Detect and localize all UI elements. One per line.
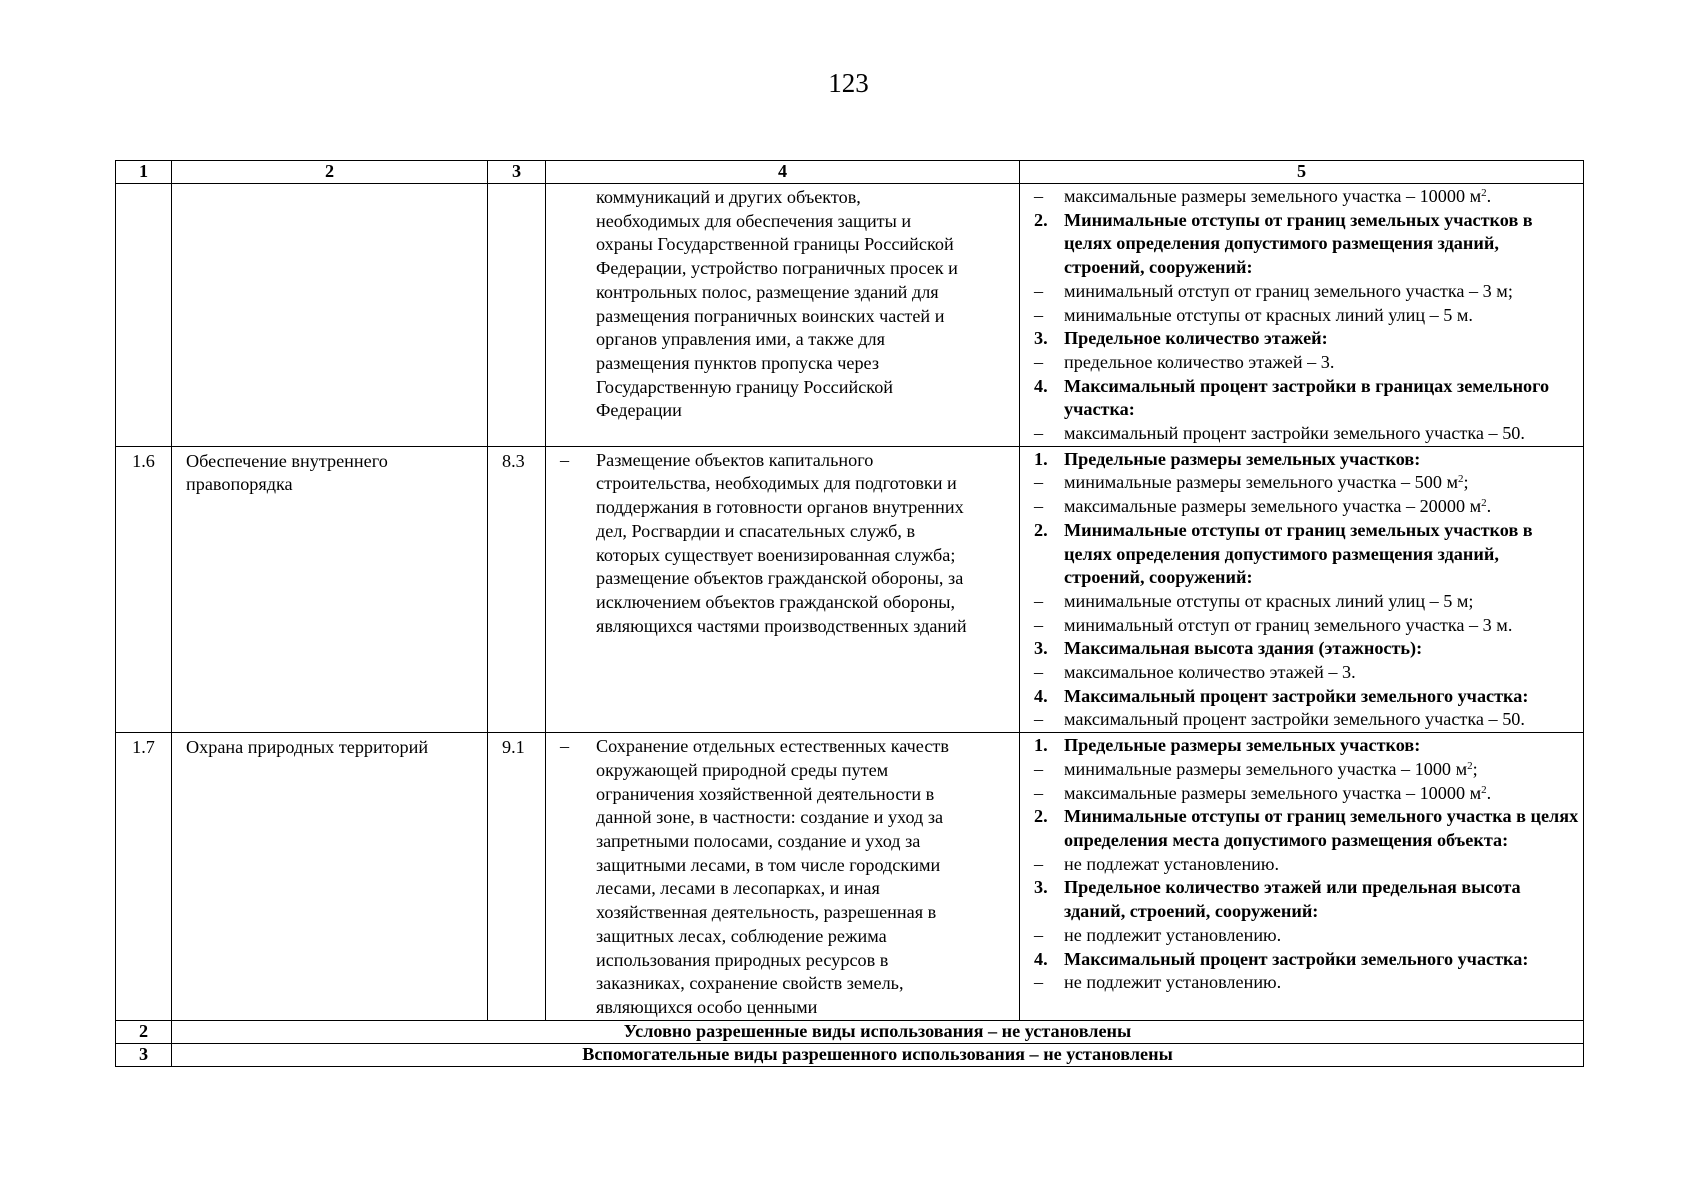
parameter-item (1034, 351, 1579, 375)
description-line: строительства, необходимых для подготовки и (596, 473, 957, 494)
parameter-text (1064, 185, 1579, 209)
parameters-cell (1020, 733, 1584, 1020)
parameter-text-tail: . (1486, 186, 1492, 206)
row-number (116, 184, 172, 447)
parameter-text (1064, 375, 1579, 422)
parameter-text-main: Минимальные отступы от границ земельных участков в целях определения допустимого размещения зданий, строений, сооружений: (1064, 519, 1533, 588)
page-number: 123 (828, 68, 869, 98)
parameter-text-main: минимальные размеры земельного участка – 500 м (1064, 472, 1458, 493)
parameter-item (1034, 924, 1579, 948)
parameter-text-main: минимальный отступ от границ земельного участка – 3 м. (1064, 614, 1513, 635)
table-row (116, 446, 1584, 732)
item-marker: – (1034, 853, 1044, 874)
land-use-code: 9.1 (488, 733, 546, 1020)
description-line: защитными лесами, в том числе городскими (596, 854, 941, 875)
parameter-item (1034, 782, 1579, 806)
parameter-text-main: максимальное количество этажей – 3. (1064, 662, 1356, 683)
parameter-text-main: Предельные размеры земельных участков: (1064, 735, 1421, 756)
description-line: дел, Росгвардии и спасательных служб, в (596, 520, 916, 541)
parameter-text (1064, 805, 1579, 852)
unit-superscript: 2 (1481, 187, 1487, 199)
item-marker: – (1034, 351, 1044, 372)
unit-superscript: 2 (1481, 783, 1487, 796)
parameter-text-main: Максимальный процент застройки земельного участка: (1064, 948, 1529, 969)
description-line: лесами, лесами в лесопарках, и иная (596, 878, 880, 899)
item-marker: – (1034, 758, 1044, 779)
description-line: размещение объектов гражданской обороны, за (596, 568, 964, 589)
parameter-text (1064, 971, 1579, 995)
item-marker: – (1034, 590, 1044, 611)
parameter-text-main: Предельное количество этажей или предельная высота зданий, строений, сооружений: (1064, 877, 1521, 922)
table-header-row (116, 161, 1584, 184)
item-marker: 2. (1034, 806, 1048, 827)
description-line: Государственную границу Российской (596, 376, 894, 397)
parameter-text-tail: . (1486, 782, 1492, 803)
description-line: Федерации (596, 400, 682, 421)
land-use-name: Обеспечение внутреннего правопорядка (172, 446, 488, 732)
item-marker: 3. (1034, 638, 1048, 659)
description-line: которых существует военизированная служба; (596, 544, 956, 565)
parameter-heading (1034, 805, 1579, 852)
parameter-text (1064, 590, 1579, 614)
item-marker: 3. (1034, 877, 1048, 898)
parameter-text-main: максимальные размеры земельного участка – 10000 м (1064, 782, 1482, 803)
description-line: защитных лесах, соблюдение режима (596, 925, 887, 946)
parameter-heading (1034, 448, 1579, 472)
parameter-text-main: Минимальные отступы от границ земельных участков в целях определения допустимого размещения зданий, строений, сооружений: (1064, 209, 1533, 278)
summary-row (116, 1043, 1584, 1066)
item-marker: 2. (1034, 209, 1048, 230)
parameter-text (1064, 708, 1579, 732)
parameter-text (1064, 471, 1579, 495)
column-header: 3 (488, 161, 546, 184)
parameter-heading (1034, 948, 1579, 972)
parameter-text (1064, 280, 1579, 304)
parameter-text-main: минимальный отступ от границ земельного участка – 3 м; (1064, 280, 1513, 301)
parameter-item (1034, 661, 1579, 685)
parameter-item (1034, 471, 1579, 495)
parameter-text (1064, 304, 1579, 328)
description-line: поддержания в готовности органов внутренних (596, 497, 964, 518)
item-marker: 2. (1034, 519, 1048, 540)
description-line: заказниках, сохранение свойств земель, (596, 973, 904, 994)
description-line: размещения пограничных воинских частей и (596, 305, 945, 326)
parameter-text-main: максимальные размеры земельного участка – 10000 м (1064, 186, 1482, 206)
parameter-item (1034, 304, 1579, 328)
summary-number: 2 (116, 1020, 172, 1043)
parameter-text-tail: . (1486, 496, 1492, 517)
item-marker: – (1034, 423, 1044, 444)
parameter-text-main: максимальные размеры земельного участка – 20000 м (1064, 496, 1482, 517)
parameter-text (1064, 422, 1579, 446)
parameter-text (1064, 948, 1579, 972)
parameter-text (1064, 495, 1579, 519)
parameter-text (1064, 614, 1579, 638)
parameter-text-main: Предельные размеры земельных участков: (1064, 448, 1421, 469)
parameter-item (1034, 758, 1579, 782)
item-marker: – (1034, 496, 1044, 517)
dash-marker: – (560, 736, 570, 757)
description-line: запретными полосами, создание и уход за (596, 830, 921, 851)
description-item (560, 735, 1015, 1019)
item-marker: – (1034, 304, 1044, 325)
parameter-item (1034, 708, 1579, 732)
item-marker: – (1034, 614, 1044, 635)
unit-superscript: 2 (1467, 759, 1473, 772)
description-line: размещения пунктов пропуска через (596, 352, 880, 373)
item-marker: – (1034, 782, 1044, 803)
parameter-text-main: не подлежит установлению. (1064, 972, 1282, 993)
parameter-heading (1034, 637, 1579, 661)
description-item (560, 449, 1015, 639)
parameter-text (1064, 685, 1579, 709)
parameter-item (1034, 280, 1579, 304)
parameter-text-main: не подлежит установлению. (1064, 924, 1282, 945)
item-marker: – (1034, 709, 1044, 730)
description-line: окружающей природной среды путем (596, 759, 889, 780)
description-text (596, 186, 1015, 423)
parameter-text-main: минимальные размеры земельного участка – 1000 м (1064, 758, 1468, 779)
land-use-code (488, 184, 546, 447)
parameter-text-main: минимальные отступы от красных линий улиц – 5 м; (1064, 590, 1474, 611)
parameter-heading (1034, 734, 1579, 758)
parameter-item (1034, 185, 1579, 209)
parameter-text-main: не подлежат установлению. (1064, 853, 1280, 874)
parameter-text (1064, 853, 1579, 877)
parameter-text (1064, 782, 1579, 806)
parameter-text-main: предельное количество этажей – 3. (1064, 351, 1335, 372)
parameter-heading (1034, 375, 1579, 422)
column-header: 5 (1020, 161, 1584, 184)
description-line: охраны Государственной границы Российской (596, 234, 954, 255)
column-header: 1 (116, 161, 172, 184)
parameter-item (1034, 614, 1579, 638)
unit-superscript: 2 (1481, 497, 1487, 510)
parameter-item (1034, 422, 1579, 446)
description-line: необходимых для обеспечения защиты и (596, 210, 912, 231)
item-marker: 4. (1034, 375, 1048, 396)
item-marker: – (1034, 924, 1044, 945)
parameter-text (1064, 924, 1579, 948)
item-marker: – (1034, 972, 1044, 993)
description-line: ограничения хозяйственной деятельности в (596, 783, 935, 804)
column-header: 2 (172, 161, 488, 184)
summary-text: Вспомогательные виды разрешенного использования – не установлены (172, 1043, 1584, 1066)
description-line: использования природных ресурсов в (596, 949, 889, 970)
parameter-heading (1034, 209, 1579, 280)
item-marker: – (1034, 472, 1044, 493)
parameter-heading (1034, 519, 1579, 590)
parameter-text (1064, 758, 1579, 782)
item-marker: 1. (1034, 735, 1048, 756)
land-use-description (546, 733, 1020, 1020)
parameter-item (1034, 971, 1579, 995)
parameter-item (1034, 853, 1579, 877)
land-use-code: 8.3 (488, 446, 546, 732)
parameter-text-main: Минимальные отступы от границ земельного участка в целях определения места допустимого размещения объекта: (1064, 806, 1579, 850)
description-line: хозяйственная деятельность, разрешенная в (596, 902, 937, 923)
column-header: 4 (546, 161, 1020, 184)
parameter-item (1034, 495, 1579, 519)
parameter-heading (1034, 327, 1579, 351)
row-number: 1.7 (116, 733, 172, 1020)
description-line: данной зоне, в частности: создание и уход за (596, 807, 944, 828)
summary-number: 3 (116, 1043, 172, 1066)
item-marker: 1. (1034, 448, 1048, 469)
description-line: исключением объектов гражданской обороны, (596, 591, 956, 612)
land-use-table (115, 160, 1584, 1067)
table-row (116, 733, 1584, 1020)
description-line: Сохранение отдельных естественных качеств (596, 736, 949, 757)
parameter-text-main: максимальный процент застройки земельного участка – 50. (1064, 709, 1525, 730)
summary-row (116, 1020, 1584, 1043)
description-line: органов управления ими, а также для (596, 329, 885, 350)
item-marker: – (1034, 662, 1044, 683)
description-text (596, 449, 1015, 639)
parameter-text (1064, 448, 1579, 472)
parameter-text (1064, 351, 1579, 375)
description-item (560, 186, 1015, 423)
item-marker: 4. (1034, 948, 1048, 969)
summary-text: Условно разрешенные виды использования – не установлены (172, 1020, 1584, 1043)
parameter-text-main: минимальные отступы от красных линий улиц – 5 м. (1064, 304, 1473, 325)
parameter-text (1064, 876, 1579, 923)
table-row (116, 184, 1584, 447)
parameter-item (1034, 590, 1579, 614)
parameter-text-main: Предельное количество этажей: (1064, 328, 1328, 349)
parameter-text (1064, 327, 1579, 351)
description-text (596, 735, 1015, 1019)
parameter-text-tail: ; (1463, 472, 1469, 493)
parameter-heading (1034, 685, 1579, 709)
land-use-description (546, 184, 1020, 447)
dash-marker: – (560, 449, 570, 470)
parameter-text (1064, 519, 1579, 590)
item-marker: – (1034, 186, 1044, 206)
parameter-text-tail: ; (1472, 758, 1478, 779)
unit-superscript: 2 (1457, 473, 1464, 486)
description-line: являющихся особо ценными (596, 996, 818, 1017)
land-use-name (172, 184, 488, 447)
parameters-cell (1020, 184, 1584, 447)
parameter-text-main: Максимальный процент застройки в границах земельного участка: (1064, 375, 1550, 420)
parameter-text (1064, 734, 1579, 758)
land-use-name: Охрана природных территорий (172, 733, 488, 1020)
item-marker: 4. (1034, 685, 1048, 706)
table-body (116, 161, 1584, 1067)
parameter-text-main: Максимальный процент застройки земельного участка: (1064, 685, 1529, 706)
row-number: 1.6 (116, 446, 172, 732)
parameter-text-main: максимальный процент застройки земельного участка – 50. (1064, 423, 1525, 444)
land-use-description (546, 446, 1020, 732)
item-marker: – (1034, 280, 1044, 301)
description-line: контрольных полос, размещение зданий для (596, 281, 939, 302)
description-line: являющихся частями производственных зданий (596, 615, 967, 636)
description-line: Размещение объектов капитального (596, 449, 874, 470)
parameter-text-main: Максимальная высота здания (этажность): (1064, 638, 1423, 659)
parameter-text (1064, 209, 1579, 280)
parameters-cell (1020, 446, 1584, 732)
description-line: Федерации, устройство пограничных просек и (596, 258, 958, 279)
parameter-heading (1034, 876, 1579, 923)
item-marker: 3. (1034, 328, 1048, 349)
parameter-text (1064, 661, 1579, 685)
description-line: коммуникаций и других объектов, (596, 187, 861, 207)
parameter-text (1064, 637, 1579, 661)
